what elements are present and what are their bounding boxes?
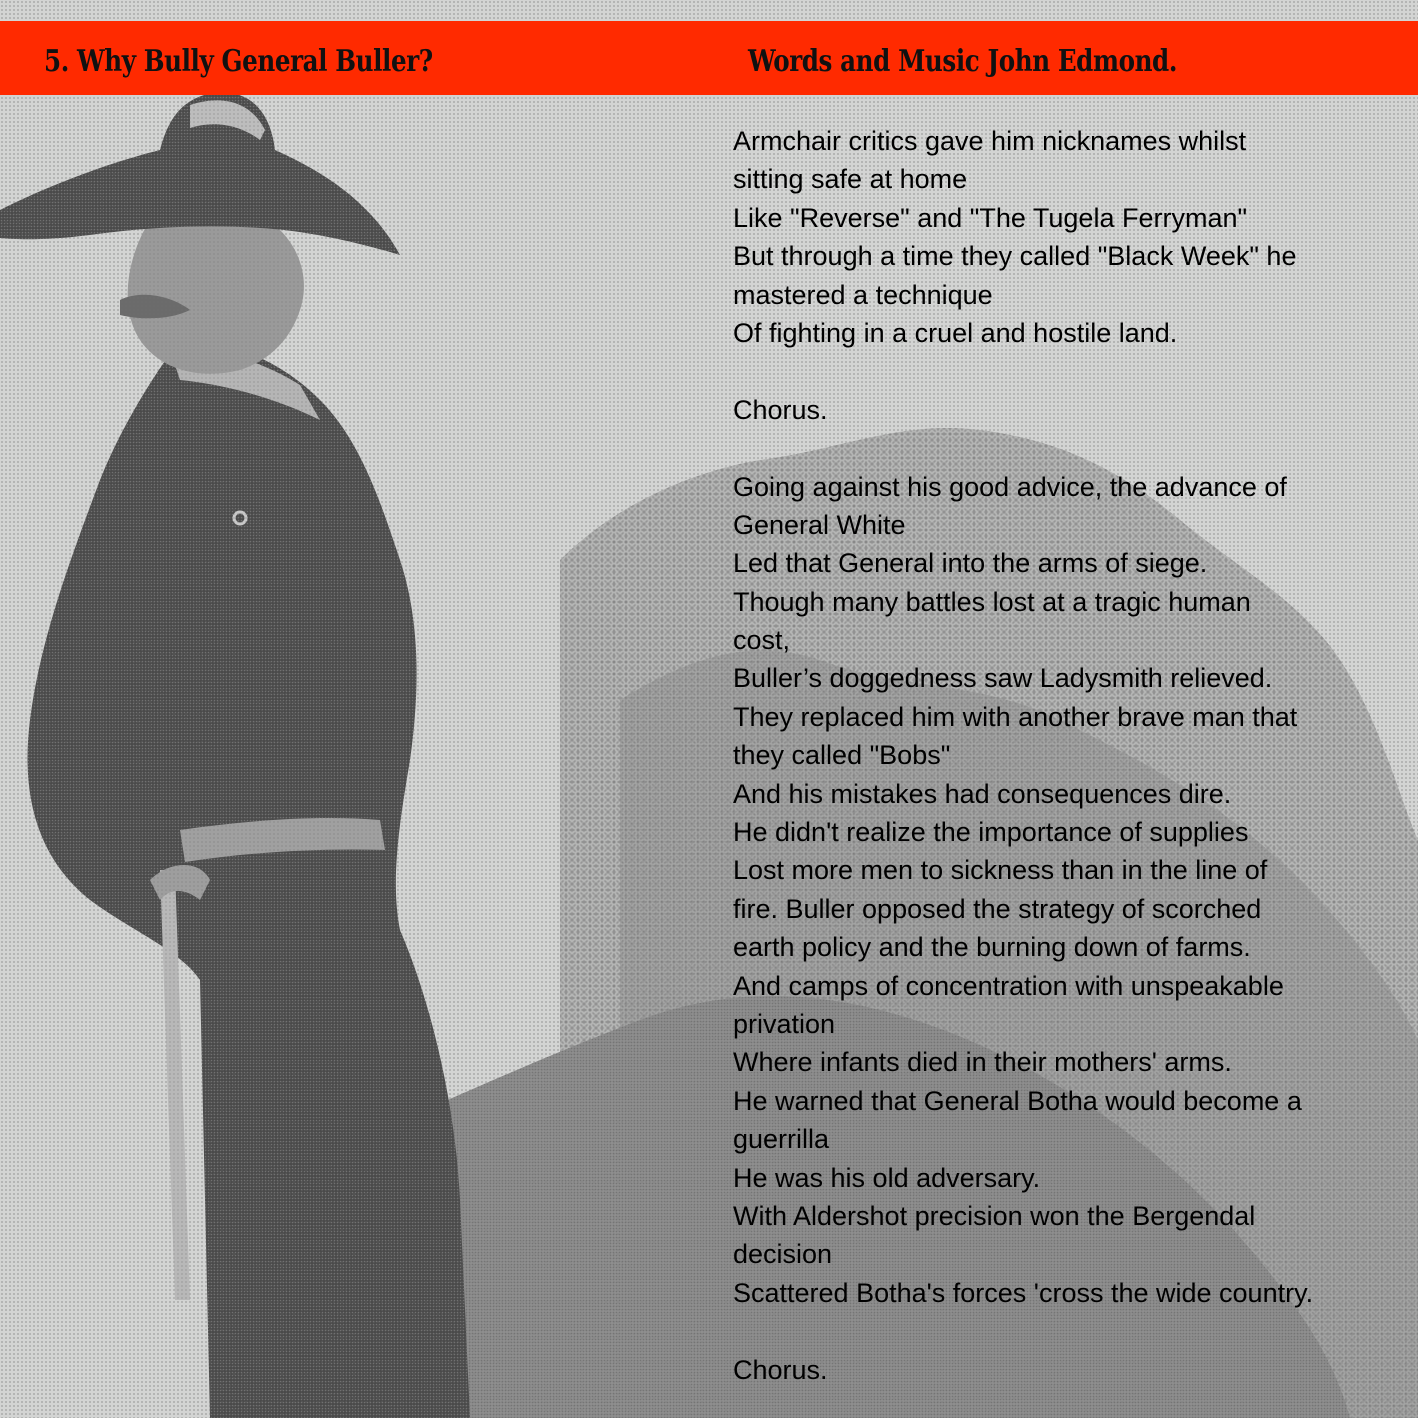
lyric-line: He warned that General Botha would become a [733,1085,1302,1116]
lyrics-block [733,122,1393,1389]
lyric-line: General White [733,509,906,540]
lyric-line: Lost more men to sickness than in the line of [733,855,1268,886]
stanza-gap [733,1312,1393,1350]
lyric-line: Where infants died in their mothers' arms. [733,1047,1232,1078]
lyric-line: Of fighting in a cruel and hostile land. [733,317,1178,348]
chorus-label: Chorus. [733,394,828,425]
lyric-line: They replaced him with another brave man that [733,701,1298,732]
song-title: 5. Why Bully General Buller? [44,44,433,79]
lyric-line: privation [733,1008,836,1039]
lyric-line: He didn't realize the importance of supplies [733,817,1249,848]
lyric-line: With Aldershot precision won the Bergendal [733,1200,1256,1231]
stanza-gap [733,429,1393,467]
lyric-line: But through a time they called "Black Week" he [733,241,1297,272]
lyric-line: Scattered Botha's forces 'cross the wide country. [733,1277,1314,1308]
lyric-line: And camps of concentration with unspeakable [733,970,1284,1001]
lyric-line: Though many battles lost at a tragic human [733,586,1251,617]
lyric-line: Buller’s doggedness saw Ladysmith relieved. [733,663,1273,694]
lyric-line: Led that General into the arms of siege. [733,548,1208,579]
lyric-line: mastered a technique [733,279,993,310]
lyric-line: guerrilla [733,1124,830,1155]
lyric-line: fire. Buller opposed the strategy of scorched [733,893,1262,924]
verse-1 [733,122,1393,352]
lyric-line: Armchair critics gave him nicknames whilst [733,126,1247,156]
stanza-gap [733,352,1393,390]
song-credit: Words and Music John Edmond. [748,44,1178,79]
lyric-line: Like "Reverse" and "The Tugela Ferryman" [733,202,1248,233]
lyric-line: decision [733,1239,833,1270]
lyric-line: And his mistakes had consequences dire. [733,778,1232,809]
chorus-label: Chorus. [733,1354,828,1385]
lyric-line: sitting safe at home [733,164,968,195]
lyric-line: He was his old adversary. [733,1162,1041,1193]
lyric-line: cost, [733,625,791,656]
verse-2 [733,468,1393,1313]
lyric-line: earth policy and the burning down of farms. [733,932,1251,963]
lyric-line: Going against his good advice, the advance of [733,471,1287,502]
lyric-line: they called "Bobs" [733,740,951,771]
